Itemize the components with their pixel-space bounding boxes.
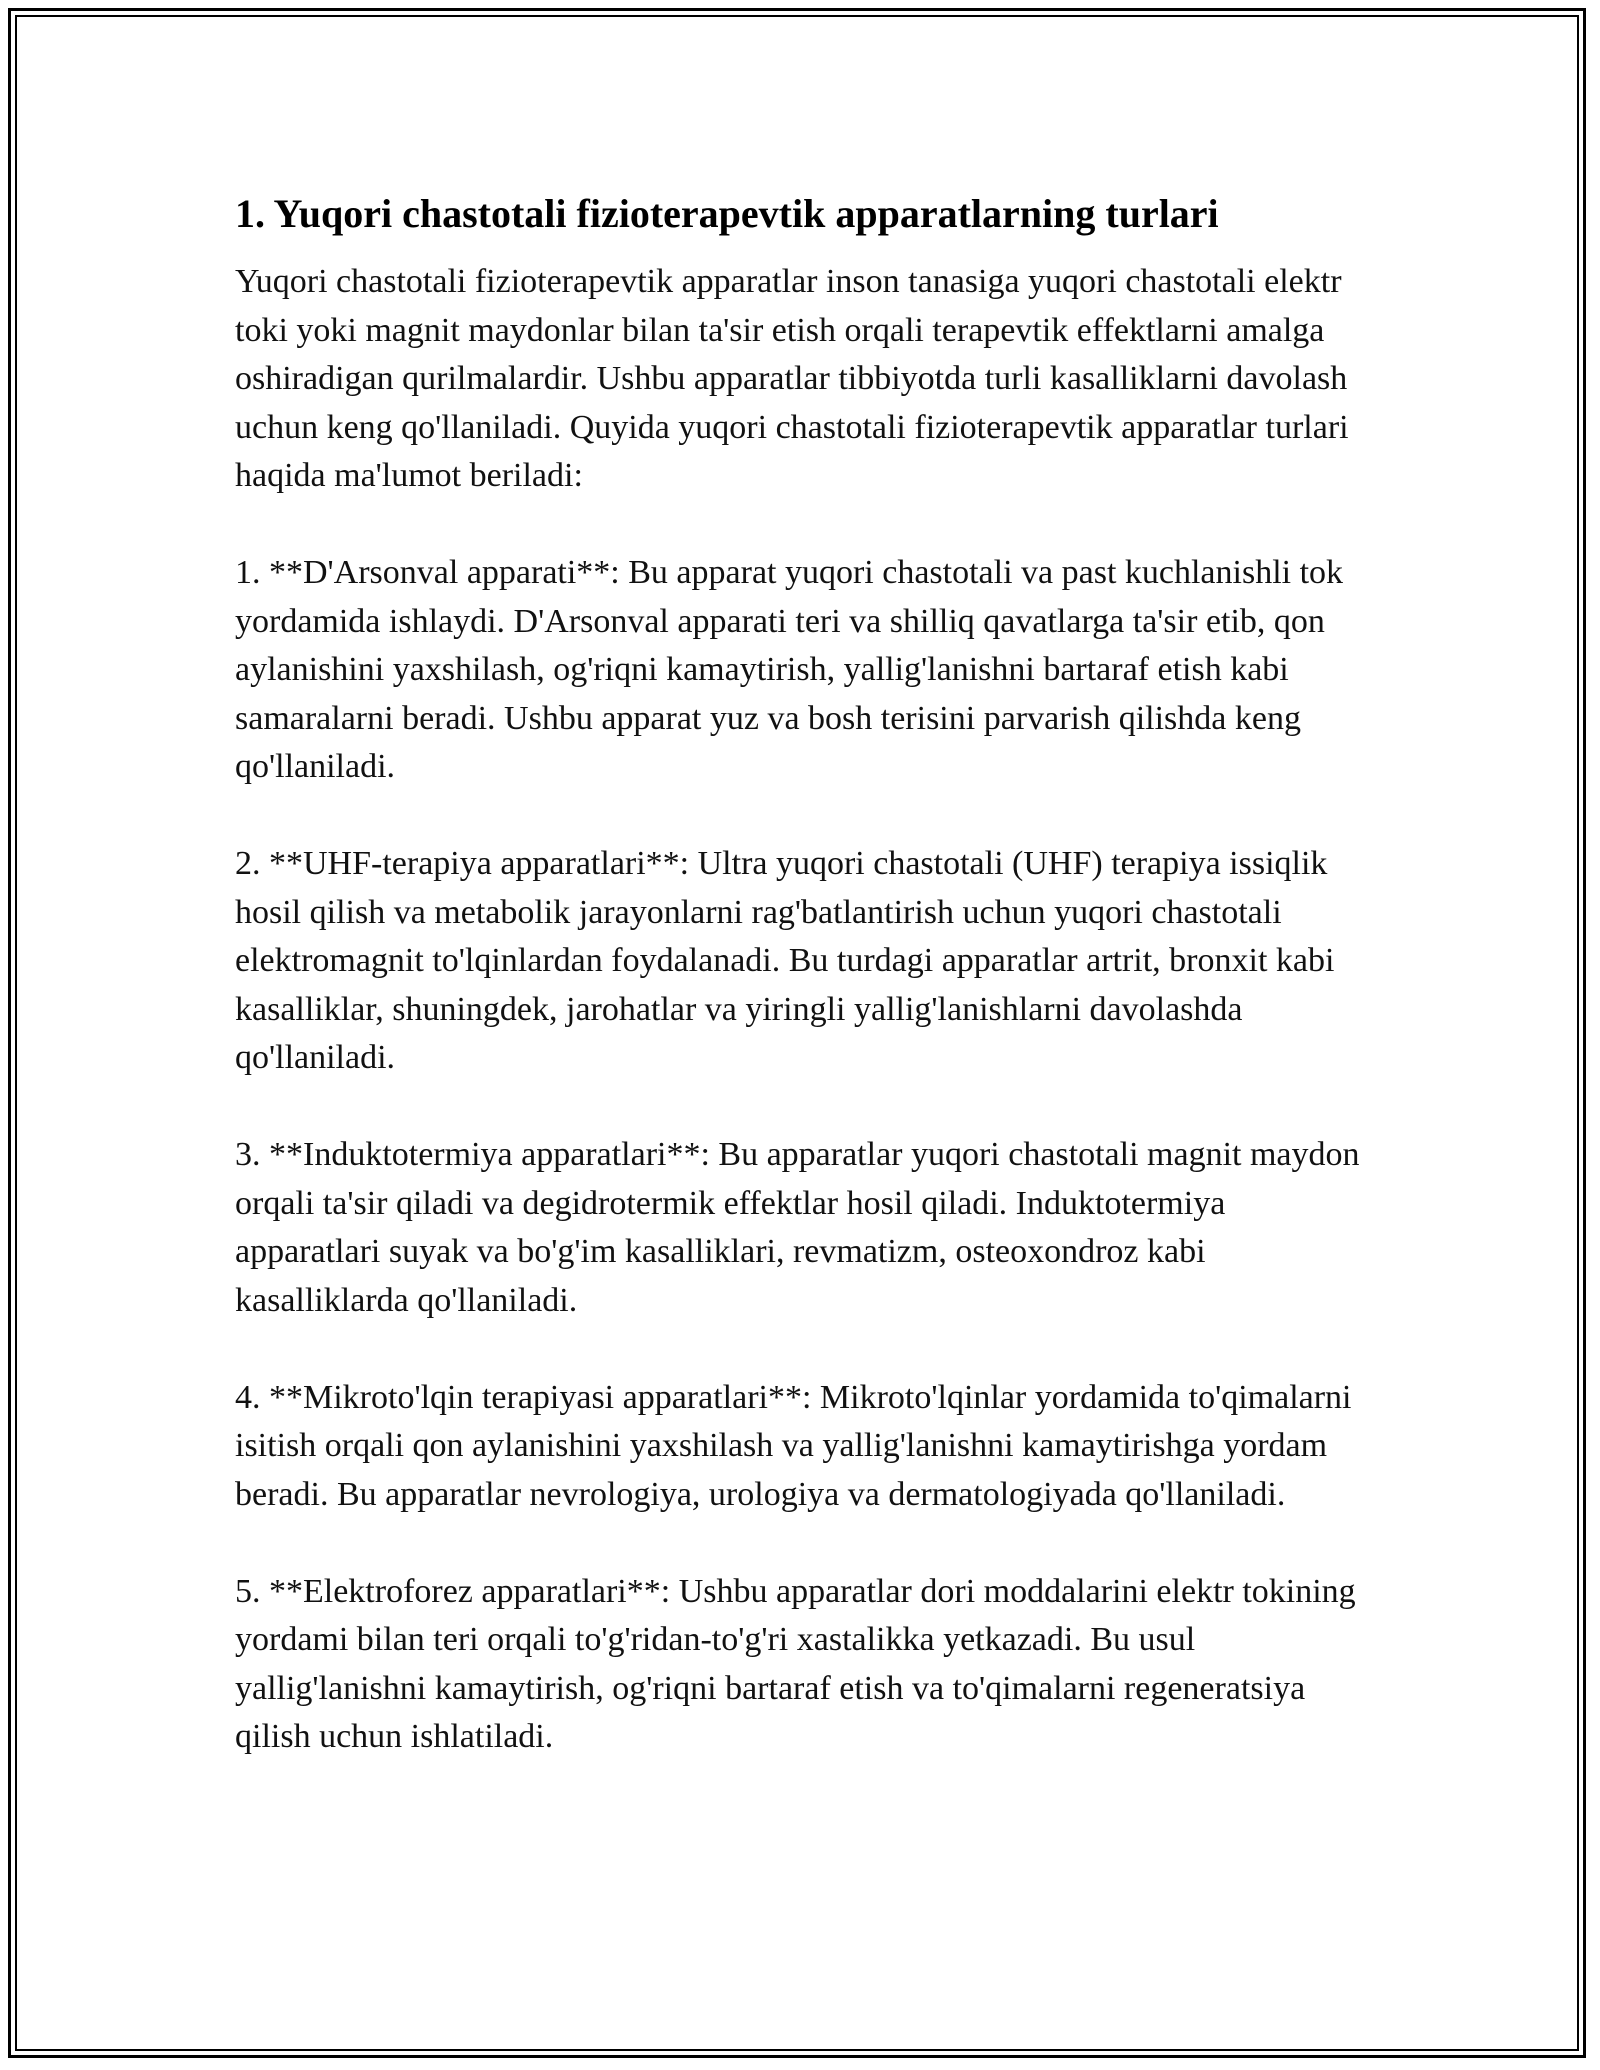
list-item: 3. **Induktotermiya apparatlari**: Bu apparatlar yuqori chastotali magnit maydon orqali ta'sir qiladi va degidrotermik effektlar hosil qiladi. Induktotermiya apparatlari suyak va bo'g'im kasalliklari, revmatizm, osteoxondroz kabi kasalliklarda qo'llaniladi.	[235, 1136, 1360, 1319]
document-body	[235, 188, 1370, 1810]
list-item: 2. **UHF-terapiya apparatlari**: Ultra yuqori chastotali (UHF) terapiya issiqlik hosil qilish va metabolik jarayonlarni rag'batlantirish uchun yuqori chastotali elektromagnit to'lqinlardan foydalanadi. Bu turdagi apparatlar artrit, bronxit kabi kasalliklar, shuningdek, jarohatlar va yiringli yallig'lanishlarni davolashda qo'llaniladi.	[235, 845, 1335, 1076]
list-item: 5. **Elektroforez apparatlari**: Ushbu apparatlar dori moddalarini elektr tokining yordami bilan teri orqali to'g'ridan-to'g'ri xastalikka yetkazadi. Bu usul yallig'lanishni kamaytirish, og'riqni bartaraf etish va to'qimalarni regeneratsiya qilish uchun ishlatiladi.	[235, 1572, 1356, 1755]
list-item: 4. **Mikroto'lqin terapiyasi apparatlari**: Mikroto'lqinlar yordamida to'qimalarni isitish orqali qon aylanishini yaxshilash va yallig'lanishni kamaytirishga yordam beradi. Bu apparatlar nevrologiya, urologiya va dermatologiyada qo'llaniladi.	[235, 1378, 1352, 1513]
section-heading: 1. Yuqori chastotali fizioterapevtik apparatlarning turlari	[235, 191, 1219, 236]
list-item: 1. **D'Arsonval apparati**: Bu apparat yuqori chastotali va past kuchlanishli tok yordamida ishlaydi. D'Arsonval apparati teri va shilliq qavatlarga ta'sir etib, qon aylanishini yaxshilash, og'riqni kamaytirish, yallig'lanishni bartaraf etish kabi samaralarni beradi. Ushbu apparat yuz va bosh terisini parvarish qilishda keng qo'llaniladi.	[235, 554, 1344, 785]
intro-paragraph: Yuqori chastotali fizioterapevtik apparatlar inson tanasiga yuqori chastotali elektr toki yoki magnit maydonlar bilan ta'sir etish orqali terapevtik effektlarni amalga oshiradigan qurilmalardir. Ushbu apparatlar tibbiyotda turli kasalliklarni davolash uchun keng qo'llaniladi. Quyida yuqori chastotali fizioterapevtik apparatlar turlari haqida ma'lumot beriladi:	[235, 263, 1349, 494]
